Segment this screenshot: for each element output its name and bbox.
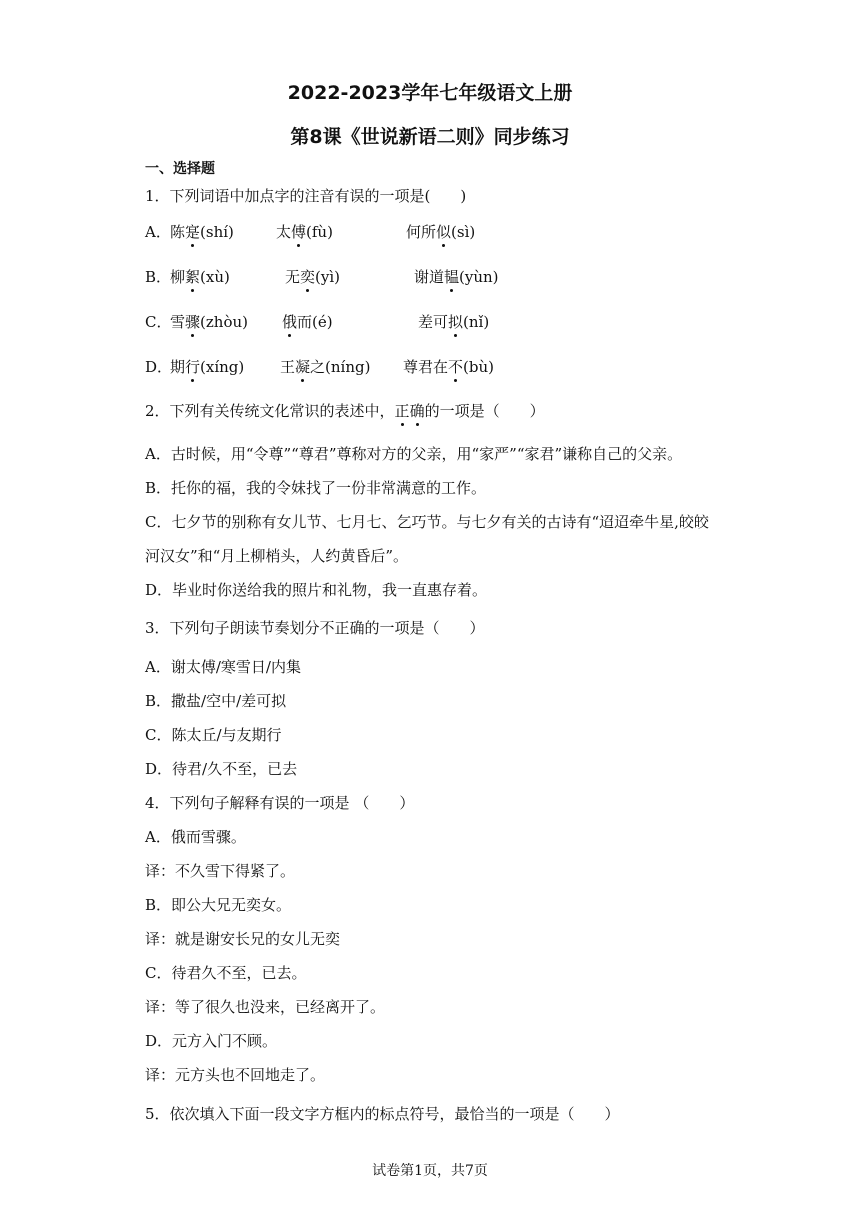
- question-5-stem: 5．依次填入下面一段文字方框内的标点符号，最恰当的一项是（ ）: [145, 1105, 620, 1123]
- option-item: 何所似(sì): [406, 223, 476, 241]
- option-item: 王凝之(níng): [280, 358, 371, 376]
- dotted-char: 骤: [185, 313, 201, 331]
- dotted-char: 凝: [295, 358, 311, 376]
- question-3-option-a: A．谢太傅/寒雪日/内集: [145, 658, 301, 676]
- question-4-stem: 4．下列句子解释有误的一项是 （ ）: [145, 794, 415, 812]
- document-title-line2: 第8课《世说新语二则》同步练习: [290, 126, 570, 148]
- question-2-option-d: D．毕业时你送给我的照片和礼物，我一直惠存着。: [145, 581, 488, 599]
- question-4-line: B．即公大兄无奕女。: [145, 896, 292, 914]
- question-4-line: D．元方入门不顾。: [145, 1032, 278, 1050]
- question-4-line: 译：不久雪下得紧了。: [145, 862, 296, 880]
- option-item: 差可拟(nǐ): [418, 313, 490, 331]
- question-2-option-a: A．古时候，用“令尊”“尊君”尊称对方的父亲，用“家严”“家君”谦称自己的父亲。: [145, 445, 683, 463]
- dotted-char: 奕: [300, 268, 316, 286]
- dotted-char: 俄: [282, 313, 298, 331]
- question-3-option-c: C．陈太丘/与友期行: [145, 726, 282, 744]
- option-letter: C．: [145, 313, 172, 331]
- option-item: 俄而(é): [282, 313, 333, 331]
- page-footer: 试卷第1页，共7页: [372, 1163, 488, 1179]
- option-item: 尊君在不(bù): [403, 358, 494, 376]
- option-letter: B．: [145, 268, 172, 286]
- option-letter: A．: [145, 223, 171, 241]
- question-2-stem: 2．下列有关传统文化常识的表述中，正确的一项是（ ）: [145, 402, 545, 420]
- option-item: 柳絮(xù): [170, 268, 230, 286]
- dotted-char: 絮: [185, 268, 201, 286]
- question-2-option-c-cont: 河汉女”和“月上柳梢头，人约黄昏后”。: [145, 547, 409, 565]
- option-item: 期行(xíng): [170, 358, 245, 376]
- option-letter: D．: [145, 358, 173, 376]
- dotted-char: 行: [185, 358, 201, 376]
- dotted-char: 拟: [448, 313, 464, 331]
- dotted-char: 寔: [185, 223, 201, 241]
- question-3-stem: 3．下列句子朗读节奏划分不正确的一项是（ ）: [145, 619, 485, 637]
- question-4-line: 译：就是谢安长兄的女儿无奕: [145, 930, 341, 948]
- dotted-char: 不: [448, 358, 464, 376]
- option-item: 谢道韫(yùn): [414, 268, 499, 286]
- question-4-line: 译：元方头也不回地走了。: [145, 1066, 326, 1084]
- question-1-stem: 1．下列词语中加点字的注音有误的一项是( ): [145, 187, 467, 205]
- question-4-line: A．俄而雪骤。: [145, 828, 246, 846]
- question-2-option-b: B．托你的福，我的令妹找了一份非常满意的工作。: [145, 479, 487, 497]
- document-title-line1: 2022-2023学年七年级语文上册: [287, 82, 573, 104]
- question-4-line: 译：等了很久也没来，已经离开了。: [145, 998, 386, 1016]
- dotted-char: 韫: [444, 268, 460, 286]
- question-3-option-d: D．待君/久不至，已去: [145, 760, 298, 778]
- option-item: 太傅(fù): [276, 223, 333, 241]
- question-2-option-c: C．七夕节的别称有女儿节、七月七、乞巧节。与七夕有关的古诗有“迢迢牵牛星,皎皎: [145, 513, 709, 531]
- dotted-char: 确: [409, 402, 425, 420]
- question-4-line: C．待君久不至，已去。: [145, 964, 307, 982]
- option-item: 无奕(yì): [285, 268, 341, 286]
- option-item: 雪骤(zhòu): [170, 313, 248, 331]
- section-heading: 一、选择题: [145, 161, 215, 177]
- dotted-char: 傅: [291, 223, 307, 241]
- dotted-char: 似: [436, 223, 452, 241]
- question-3-option-b: B．撒盐/空中/差可拟: [145, 692, 287, 710]
- dotted-char: 正: [394, 402, 410, 420]
- option-item: 陈寔(shí): [170, 223, 234, 241]
